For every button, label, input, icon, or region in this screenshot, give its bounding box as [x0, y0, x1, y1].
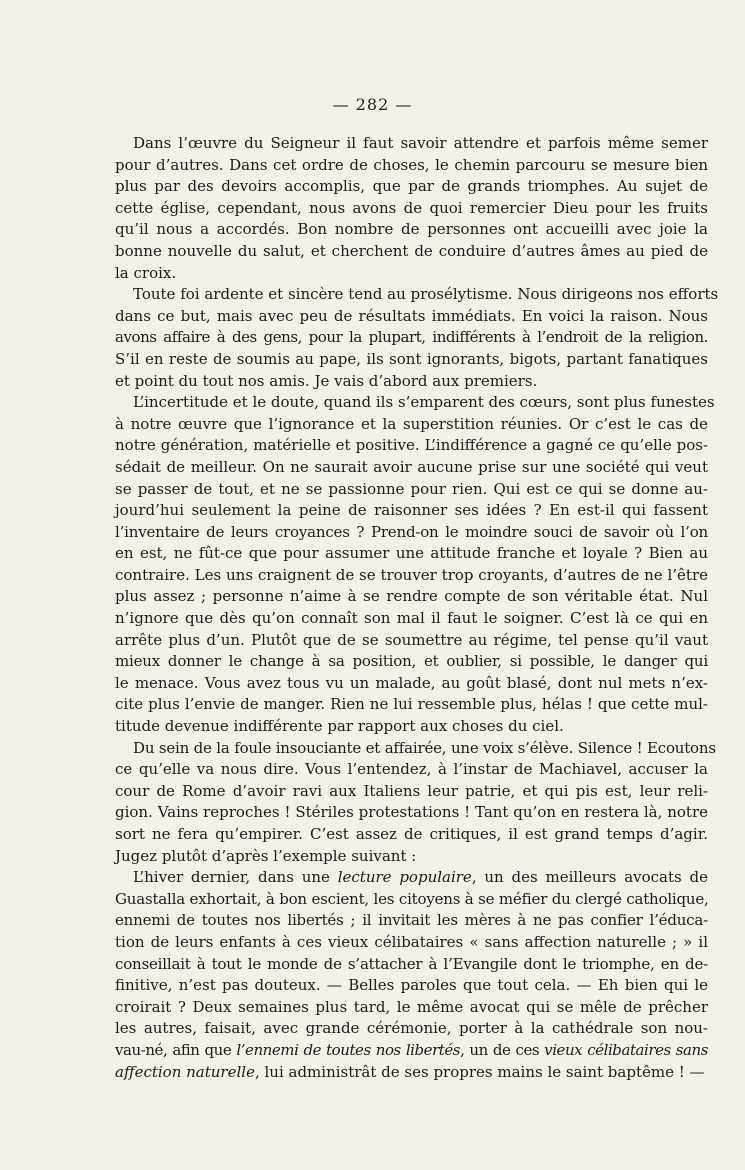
text-line: avons affaire à des gens, pour la plupart, indifférents à l’endroit de la religion.: [115, 328, 708, 347]
text-line: dans ce but, mais avec peu de résultats immédiats. En voici la raison. Nous: [115, 306, 708, 325]
italic-phrase: lecture populaire: [337, 868, 472, 887]
italic-phrase: vieux célibataires sans: [544, 1040, 708, 1059]
text-line: Du sein de la foule insouciante et affairée, une voix s’élève. Silence ! Ecoutons: [133, 738, 716, 757]
text-line: plus par des devoirs accomplis, que par de grands triomphes. Au sujet de: [115, 177, 708, 196]
paragraph: [115, 133, 708, 284]
paragraph: [115, 867, 708, 1083]
text-line: gion. Vains reproches ! Stériles protestations ! Tant qu’on en restera là, notre: [115, 803, 708, 822]
text-line: bonne nouvelle du salut, et cherchent de conduire d’autres âmes au pied de: [115, 241, 708, 260]
text-line: cour de Rome d’avoir ravi aux Italiens leur patrie, et qui pis est, leur reli-: [115, 781, 708, 800]
text-line: Jugez plutôt d’après l’exemple suivant :: [115, 846, 417, 865]
text-line: arrête plus d’un. Plutôt que de se soumettre au régime, tel pense qu’il vaut: [115, 630, 708, 649]
text-line: pour d’autres. Dans cet ordre de choses, le chemin parcouru se mesure bien: [115, 155, 708, 174]
text-line: n’ignore que dès qu’on connaît son mal il faut le soigner. C’est là ce qui en: [115, 609, 708, 628]
text-line: tion de leurs enfants à ces vieux célibataires « sans affection naturelle ; » il: [115, 932, 708, 951]
italic-phrase: affection naturelle: [115, 1062, 255, 1081]
text-line: ennemi de toutes nos libertés ; il invitait les mères à ne pas confier l’éduca-: [115, 911, 708, 930]
text-line: la croix.: [115, 263, 177, 282]
text-line: qu’il nous a accordés. Bon nombre de personnes ont accueilli avec joie la: [115, 220, 708, 239]
text-line: jourd’hui seulement la peine de raisonner ses idées ? En est-il qui fassent: [115, 501, 708, 520]
text-line: L’hiver dernier, dans une lecture populaire, un des meilleurs avocats de: [133, 868, 709, 887]
text-line: notre génération, matérielle et positive. L’indifférence a gagné ce qu’elle pos-: [115, 436, 708, 455]
paragraph: [115, 392, 715, 738]
paragraph: [115, 284, 719, 392]
text-line: contraire. Les uns craignent de se trouver trop croyants, d’autres de ne l’être: [115, 565, 708, 584]
text-line: S’il en reste de soumis au pape, ils sont ignorants, bigots, partant fanatiques: [115, 349, 708, 368]
text-line: Toute foi ardente et sincère tend au prosélytisme. Nous dirigeons nos efforts: [133, 285, 719, 304]
text-line: et point du tout nos amis. Je vais d’abord aux premiers.: [115, 371, 538, 390]
text-line: sédait de meilleur. On ne saurait avoir aucune prise sur une société qui veut: [115, 457, 708, 476]
italic-phrase: l’ennemi de toutes nos libertés: [236, 1040, 461, 1059]
text-line: Guastalla exhortait, à bon escient, les citoyens à se méfier du clergé catholique,: [115, 889, 709, 908]
text-line: mieux donner le change à sa position, et oublier, si possible, le danger qui: [115, 652, 708, 671]
text-line: l’inventaire de leurs croyances ? Prend-on le moindre souci de savoir où l’on: [115, 522, 708, 541]
text-line: les autres, faisait, avec grande cérémonie, porter à la cathédrale son nou-: [115, 1019, 708, 1038]
paragraph: [115, 738, 716, 868]
text-line: sort ne fera qu’empirer. C’est assez de critiques, il est grand temps d’agir.: [115, 825, 708, 843]
text-line: ce qu’elle va nous dire. Vous l’entendez, à l’instar de Machiavel, accuser la: [115, 760, 708, 779]
text-line: le menace. Vous avez tous vu un malade, au goût blasé, dont nul mets n’ex-: [115, 673, 708, 692]
text-line: vau-né, afin que l’ennemi de toutes nos libertés, un de ces vieux célibataires sans: [115, 1040, 708, 1059]
page-number: — 282 —: [332, 95, 413, 114]
text-line: à notre œuvre que l’ignorance et la superstition réunies. Or c’est le cas de: [115, 414, 708, 433]
text-line: L’incertitude et le doute, quand ils s’emparent des cœurs, sont plus funestes: [133, 393, 715, 412]
text-line: se passer de tout, et ne se passionne pour rien. Qui est ce qui se donne au-: [115, 479, 708, 498]
body-text: [115, 133, 719, 1083]
text-line: en est, ne fût-ce que pour assumer une attitude franche et loyale ? Bien au: [115, 544, 708, 563]
text-line: titude devenue indifférente par rapport aux choses du ciel.: [115, 717, 564, 736]
text-line: affection naturelle, lui administrât de ses propres mains le saint baptême ! —: [115, 1062, 705, 1081]
text-line: cite plus l’envie de manger. Rien ne lui ressemble plus, hélas ! que cette mul-: [115, 695, 708, 714]
text-line: plus assez ; personne n’aime à se rendre compte de son véritable état. Nul: [115, 587, 708, 606]
text-line: conseillait à tout le monde de s’attacher à l’Evangile dont le triomphe, en de-: [115, 954, 708, 973]
text-line: finitive, n’est pas douteux. — Belles paroles que tout cela. — Eh bien qui le: [115, 976, 708, 995]
text-line: Dans l’œuvre du Seigneur il faut savoir attendre et parfois même semer: [133, 134, 708, 152]
text-line: croirait ? Deux semaines plus tard, le même avocat qui se mêle de prêcher: [115, 997, 708, 1016]
text-line: cette église, cependant, nous avons de quoi remercier Dieu pour les fruits: [115, 198, 708, 217]
